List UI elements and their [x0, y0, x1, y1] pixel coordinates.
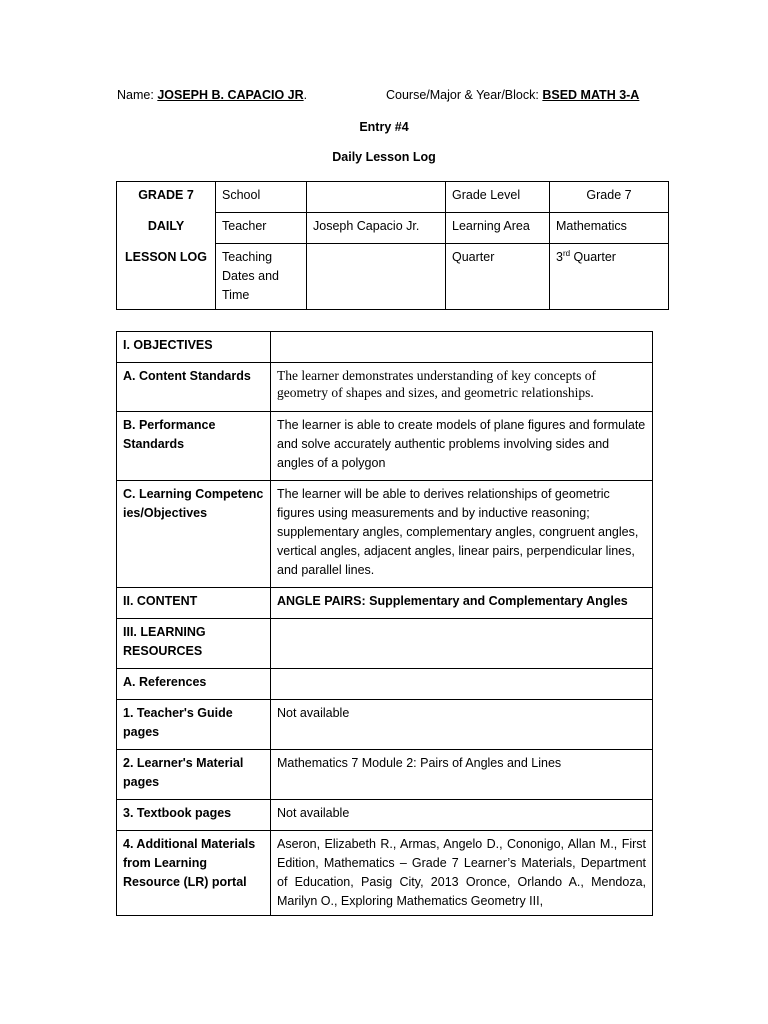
- learners-material-label: 2. Learner's Material pages: [117, 750, 271, 800]
- additional-materials-value: Aseron, Elizabeth R., Armas, Angelo D., Cononigo, Allan M., First Edition, Mathematics – Grade 7 Learner’s Materials, Department of Education, Pasig City, 2013 Oronce, Orlando A., Mendoza, Marilyn O., Exploring Mathematics Geometry III,: [271, 831, 653, 916]
- school-label: School: [216, 182, 307, 213]
- teacher-value: Joseph Capacio Jr.: [307, 213, 446, 244]
- grade-heading: GRADE 7: [117, 182, 216, 213]
- teacher-label: Teacher: [216, 213, 307, 244]
- competencies-label: C. Learning Competencies/Objectives: [117, 481, 271, 588]
- student-name: JOSEPH B. CAPACIO JR: [157, 88, 304, 102]
- entry-title: Entry #4: [359, 120, 409, 134]
- performance-standards-value: The learner is able to create models of plane figures and formulate and solve accurately authentic problems involving sides and angles of a polygon: [271, 412, 653, 481]
- daily-heading: DAILY: [117, 213, 216, 244]
- objectives-label: I. OBJECTIVES: [117, 332, 271, 363]
- course-label: Course/Major & Year/Block:: [386, 88, 539, 102]
- content-standards-label: A. Content Standards: [117, 363, 271, 412]
- name-label: Name:: [117, 88, 154, 102]
- course-value: BSED MATH 3-A: [542, 88, 640, 102]
- textbook-value: Not available: [271, 800, 653, 831]
- quarter-text: Quarter: [570, 250, 616, 264]
- references-value: [271, 669, 653, 700]
- resources-label: III. LEARNING RESOURCES: [117, 619, 271, 669]
- quarter-value: [550, 244, 669, 310]
- content-value: ANGLE PAIRS: Supplementary and Complementary Angles: [271, 588, 653, 619]
- lesson-table: [116, 331, 653, 916]
- document-title: Daily Lesson Log: [332, 150, 436, 164]
- performance-standards-label: B. Performance Standards: [117, 412, 271, 481]
- textbook-label: 3. Textbook pages: [117, 800, 271, 831]
- dates-value: [307, 244, 446, 310]
- learning-area-value: Mathematics: [550, 213, 669, 244]
- name-line: [117, 88, 307, 102]
- objectives-value: [271, 332, 653, 363]
- quarter-label: Quarter: [446, 244, 550, 310]
- additional-materials-label: 4. Additional Materials from Learning Resource (LR) portal: [117, 831, 271, 916]
- competencies-value: The learner will be able to derives relationships of geometric figures using measurements and by inductive reasoning; supplementary angles, complementary angles, congruent angles, vertical angles, adjacent angles, linear pairs, perpendicular lines, and parallel lines.: [271, 481, 653, 588]
- teachers-guide-value: Not available: [271, 700, 653, 750]
- grade-level-label: Grade Level: [446, 182, 550, 213]
- learners-material-value: Mathematics 7 Module 2: Pairs of Angles and Lines: [271, 750, 653, 800]
- school-value: [307, 182, 446, 213]
- content-standards-value: The learner demonstrates understanding of key concepts of geometry of shapes and sizes, and geometric relationships.: [271, 363, 653, 412]
- info-table: [116, 181, 669, 310]
- grade-level-value: Grade 7: [550, 182, 669, 213]
- quarter-ordinal: rd: [562, 248, 571, 258]
- learning-area-label: Learning Area: [446, 213, 550, 244]
- resources-value: [271, 619, 653, 669]
- course-line: [386, 88, 639, 102]
- lesson-log-heading: LESSON LOG: [117, 244, 216, 310]
- name-suffix: .: [303, 88, 308, 102]
- teachers-guide-label: 1. Teacher's Guide pages: [117, 700, 271, 750]
- dates-label: Teaching Dates and Time: [216, 244, 307, 310]
- references-label: A. References: [117, 669, 271, 700]
- quarter-number: 3: [556, 250, 563, 264]
- content-label: II. CONTENT: [117, 588, 271, 619]
